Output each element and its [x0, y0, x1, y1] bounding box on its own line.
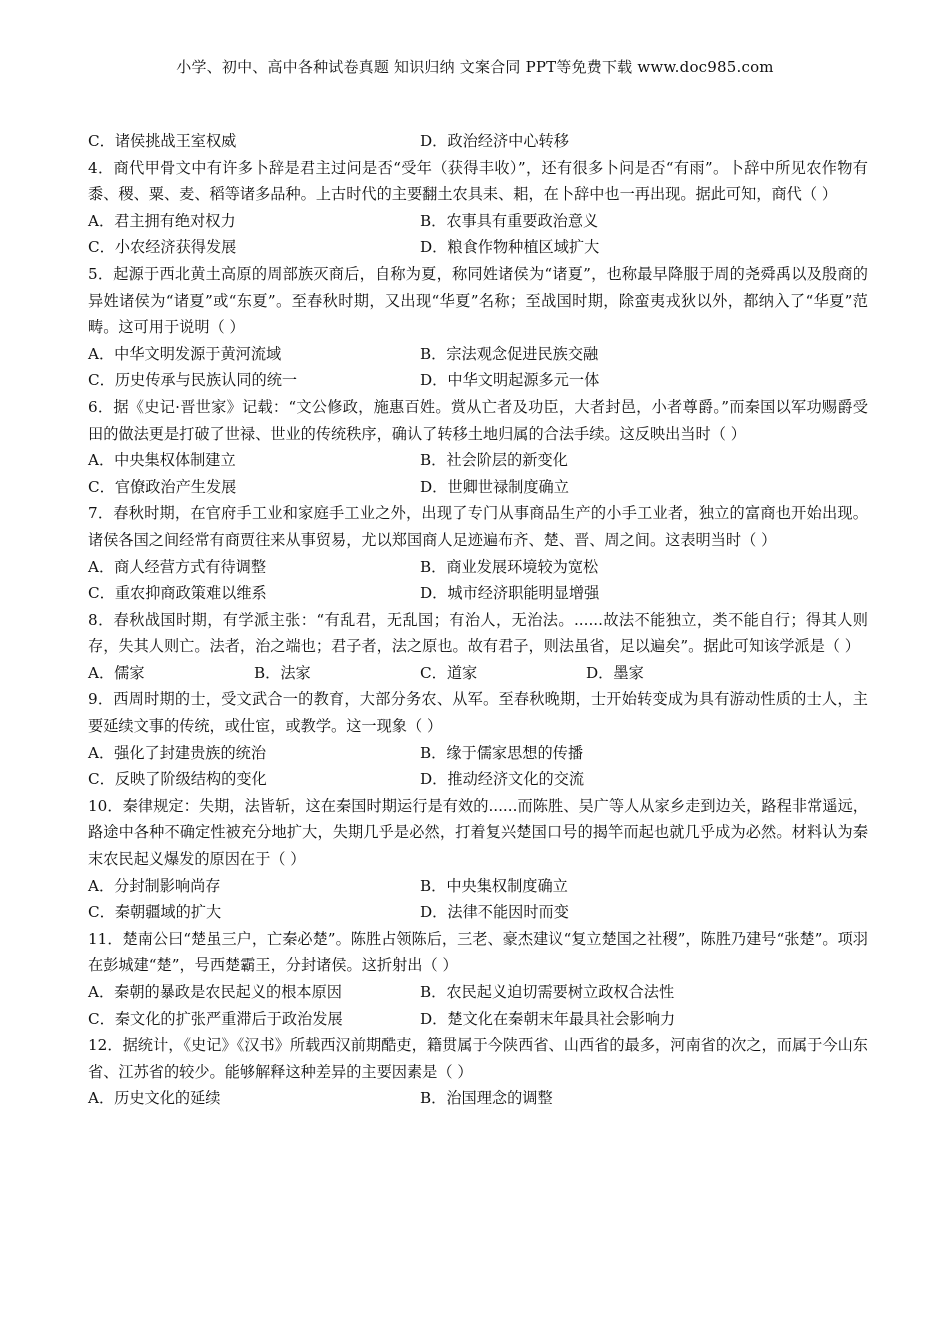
option-c: C．诸侯挑战王室权威 [88, 132, 237, 150]
option-a: A．秦朝的暴政是农民起义的根本原因 [88, 983, 342, 1001]
question-4 [88, 155, 868, 261]
option-c: C．秦文化的扩张严重滞后于政治发展 [88, 1009, 343, 1028]
question-11 [88, 926, 868, 1032]
option-c: C．秦朝疆域的扩大 [88, 903, 222, 922]
option-a: A．分封制影响尚存 [88, 876, 221, 895]
option-c: C．官僚政治产生发展 [88, 477, 237, 496]
option-b: B．商业发展环境较为宽松 [420, 557, 599, 576]
question-stem: 4．商代甲骨文中有许多卜辞是君主过问是否“受年（获得丰收）”，还有很多卜问是否“有雨”。卜辞中所见农作物有黍、稷、粟、麦、稻等诸多品种。上古时代的主要翻土农具耒、耜，在卜辞中也一再出现。据此可知，商代（ ） [88, 158, 868, 204]
option-c: C．小农经济获得发展 [88, 238, 237, 257]
option-b: B．宗法观念促进民族交融 [420, 344, 599, 363]
question-7 [88, 500, 868, 606]
option-d: D．楚文化在秦朝末年最具社会影响力 [420, 1009, 676, 1028]
option-b: B．社会阶层的新变化 [420, 451, 568, 470]
question-options [88, 979, 868, 1032]
question-options [88, 208, 868, 261]
question-9 [88, 686, 868, 792]
question-options [88, 740, 868, 793]
option-a: A．中华文明发源于黄河流域 [88, 344, 282, 363]
option-c: C．道家 [420, 663, 478, 682]
option-d: D．中华文明起源多元一体 [420, 371, 600, 390]
question-stem: 8．春秋战国时期，有学派主张：“有乱君，无乱国；有治人，无治法。......故法不能独立，类不能自行；得其人则存，失其人则亡。法者，治之端也；君子者，法之原也。故有君子，则法虽省，足以遍矣”。据此可知该学派是（ ） [88, 610, 868, 656]
question-stem: 9．西周时期的士，受文武合一的教育，大部分务农、从军。至春秋晚期，士开始转变成为具有游动性质的士人，主要延续文事的传统，或仕宦，或教学。这一现象（ ） [88, 690, 868, 736]
question-stem: 7．春秋时期，在官府手工业和家庭手工业之外，出现了专门从事商品生产的小手工业者，独立的富商也开始出现。诸侯各国之间经常有商贾往来从事贸易，尤以郑国商人足迹遍布齐、楚、晋、周之间。这表明当时（ ） [88, 504, 868, 549]
question-12 [88, 1032, 868, 1112]
option-b: B．中央集权制度确立 [420, 876, 568, 895]
question-10 [88, 793, 868, 926]
option-d: D．法律不能因时而变 [420, 903, 569, 922]
question-stem: 10．秦律规定：失期，法皆斩，这在秦国时期运行是有效的......而陈胜、吴广等人从家乡走到边关，路程非常遥远，路途中各种不确定性被充分地扩大，失期几乎是必然，打着复兴楚国口号的揭竿而起也就几乎成为必然。材料认为秦末农民起义爆发的原因在于（ ） [88, 796, 868, 869]
option-a: A．儒家 [88, 663, 145, 682]
question-stem: 12．据统计，《史记》《汉书》所载西汉前期酷吏，籍贯属于今陕西省、山西省的最多，河南省的次之，而属于今山东省、江苏省的较少。能够解释这种差异的主要因素是（ ） [88, 1036, 868, 1081]
question-options [88, 1085, 868, 1112]
option-c: C．重农抑商政策难以维系 [88, 584, 267, 603]
option-d: D．推动经济文化的交流 [420, 770, 585, 789]
option-b: B．农民起义迫切需要树立政权合法性 [420, 983, 675, 1001]
question-options [88, 873, 868, 926]
question-5 [88, 261, 868, 394]
question-6 [88, 394, 868, 500]
option-b: B．农事具有重要政治意义 [420, 211, 599, 230]
option-d: D．粮食作物种植区域扩大 [420, 238, 600, 257]
option-a: A．强化了封建贵族的统治 [88, 743, 267, 762]
option-d: D．城市经济职能明显增强 [420, 584, 600, 603]
option-d: D．政治经济中心转移 [420, 132, 569, 150]
option-c: C．历史传承与民族认同的统一 [88, 371, 298, 390]
question-options [88, 341, 868, 394]
option-a: A．君主拥有绝对权力 [88, 211, 236, 230]
option-b: B．缘于儒家思想的传播 [420, 743, 584, 762]
question-stem: 11．楚南公曰“楚虽三户，亡秦必楚”。陈胜占领陈后，三老、豪杰建议“复立楚国之社稷”，陈胜乃建号“张楚”。项羽在彭城建“楚”，号西楚霸王，分封诸侯。这折射出（ ） [88, 929, 868, 975]
question-list [88, 155, 868, 1112]
exam-content [88, 128, 868, 1112]
question-stem: 5．起源于西北黄土高原的周部族灭商后，自称为夏，称同姓诸侯为“诸夏”，也称最早降服于周的尧舜禹以及殷商的异姓诸侯为“诸夏”或“东夏”。至春秋时期，又出现“华夏”名称；至战国时期，除蛮夷戎狄以外，都纳入了“华夏”范畴。这可用于说明（ ） [88, 264, 868, 337]
option-a: A．历史文化的延续 [88, 1089, 221, 1108]
question-8 [88, 607, 868, 687]
question-stem: 6．据《史记·晋世家》记载：“文公修政，施惠百姓。赏从亡者及功臣，大者封邑，小者尊爵。”而秦国以军功赐爵受田的做法更是打破了世禄、世业的传统秩序，确认了转移土地归属的合法手续。这反映出当时（ ） [88, 397, 868, 443]
option-a: A．商人经营方式有待调整 [88, 557, 267, 576]
question-options [88, 554, 868, 607]
option-d: D．墨家 [586, 663, 644, 682]
option-b: B．治国理念的调整 [420, 1089, 553, 1108]
option-c: C．反映了阶级结构的变化 [88, 770, 267, 789]
question-options [88, 660, 868, 687]
option-d: D．世卿世禄制度确立 [420, 477, 569, 496]
page-header: 小学、初中、高中各种试卷真题 知识归纳 文案合同 PPT等免费下载 www.doc985.com [176, 58, 774, 76]
option-b: B．法家 [254, 663, 311, 682]
option-a: A．中央集权体制建立 [88, 451, 236, 470]
prev-question-options [88, 128, 868, 155]
question-options [88, 447, 868, 500]
